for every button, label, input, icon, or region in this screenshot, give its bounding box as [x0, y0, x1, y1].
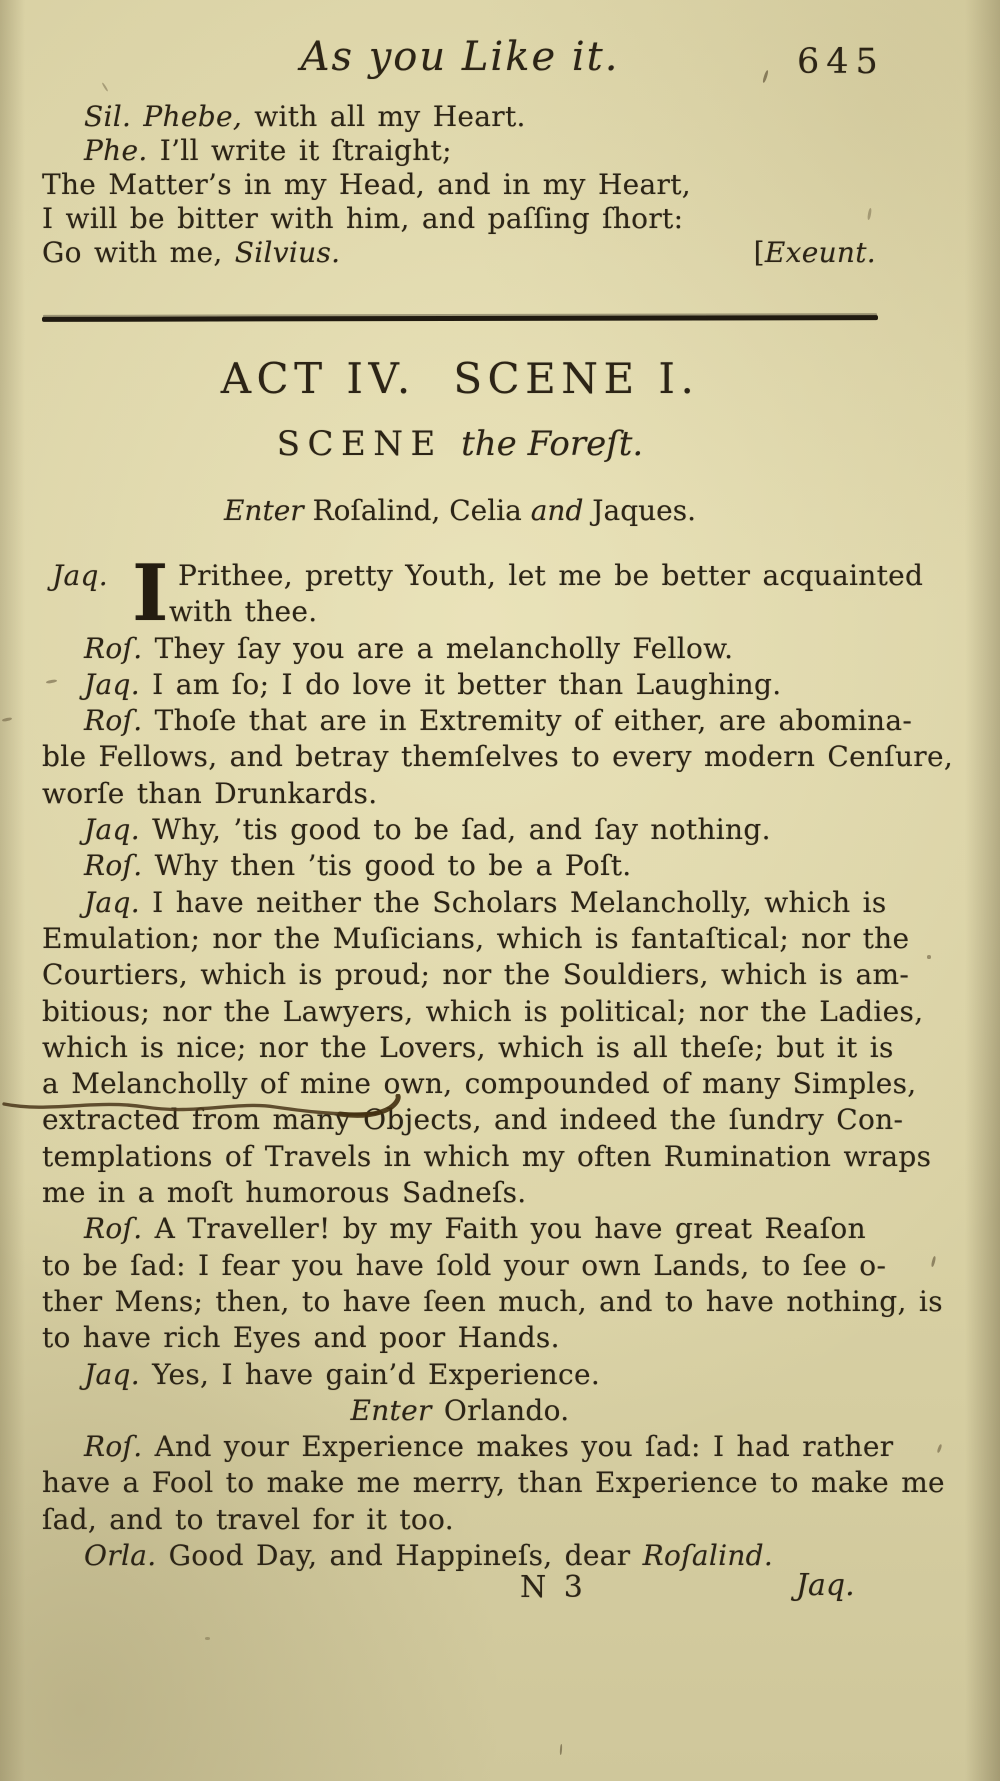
text-line	[42, 631, 878, 667]
roman-text: [	[753, 236, 765, 269]
roman-text: Prithee, pretty Youth, let me be better acquainted	[178, 559, 924, 592]
text-line	[42, 1502, 878, 1538]
ink-speck	[927, 955, 931, 959]
roman-text: have a Fool to make me merry, than Experience to make me	[42, 1466, 945, 1500]
roman-text: Orlando.	[443, 1393, 570, 1427]
text-line	[42, 848, 878, 884]
scene-heading-label: SCENE	[276, 424, 462, 464]
stage-direction-exeunt	[754, 236, 876, 270]
roman-text: ble Fellows, and betray themſelves to every modern Cenſure,	[42, 740, 954, 774]
italic-text: Roſ.	[84, 849, 143, 883]
italic-text: Sil. Phebe,	[84, 100, 243, 133]
roman-text: worſe than Drunkards.	[42, 776, 378, 810]
roman-text: ſad, and to travel for it too.	[42, 1502, 454, 1536]
text-line	[42, 100, 878, 134]
roman-text: Go with me,	[42, 236, 235, 269]
text-line	[42, 885, 887, 921]
italic-text: Phe.	[84, 134, 148, 167]
roman-text: Why, ’tis good to be ſad, and ſay nothing.	[139, 813, 771, 847]
roman-text: to have rich Eyes and poor Hands.	[42, 1321, 560, 1355]
text-line	[42, 703, 913, 739]
text-line	[42, 1429, 894, 1465]
italic-text: Roſ.	[84, 1212, 143, 1246]
roman-text: Courtiers, which is proud; nor the Souldiers, which is am-	[42, 958, 910, 992]
roman-text: I’ll write it ſtraight;	[147, 134, 452, 167]
italic-text: Roſ.	[84, 1430, 143, 1464]
roman-text: bitious; nor the Lawyers, which is political; nor the Ladies,	[42, 994, 924, 1028]
ink-speck	[205, 1637, 210, 1640]
text-line	[42, 957, 910, 993]
roman-text: Jaques.	[583, 494, 697, 527]
stage-direction-entrance	[42, 494, 878, 527]
text-line	[42, 1102, 904, 1138]
section-rule	[42, 315, 878, 322]
text-line	[42, 739, 954, 775]
roman-text: I will be bitter with him, and paſſing ſhort:	[42, 202, 684, 235]
roman-text: a Melancholly of mine own, compounded of many Simples,	[42, 1067, 917, 1101]
italic-text: Jaq.	[84, 813, 140, 847]
roman-text: Roſalind, Celia	[312, 494, 531, 527]
ink-speck	[937, 1444, 943, 1453]
italic-text: Enter	[223, 494, 313, 527]
text-line	[42, 921, 910, 957]
roman-text: Why then ’tis good to be a Poſt.	[142, 849, 632, 883]
roman-text: The Matter’s in my Head, and in my Heart,	[42, 168, 691, 201]
italic-text: Jaq.	[84, 885, 140, 919]
roman-text: me in a moſt humorous Sadneſs.	[42, 1176, 527, 1210]
speech-prefix: Jaq.	[52, 559, 108, 592]
text-line	[42, 1320, 878, 1356]
text-line	[42, 1357, 878, 1393]
italic-text: and	[530, 494, 584, 527]
ink-speck	[931, 1256, 937, 1267]
scene-heading	[42, 424, 878, 464]
italic-text: Jaq.	[84, 1357, 140, 1391]
text-line	[42, 812, 878, 848]
italic-text: Roſ.	[84, 704, 143, 738]
text-line	[42, 994, 924, 1030]
ink-speck	[2, 717, 12, 722]
page-number: 645	[797, 42, 885, 82]
text-line	[42, 1284, 943, 1320]
running-title: As you Like it.	[300, 34, 620, 80]
text-line	[42, 236, 878, 270]
roman-text: Good Day, and Happineſs, dear	[156, 1539, 643, 1573]
roman-text: And your Experience makes you ſad: I had rather	[142, 1430, 894, 1464]
text-line	[42, 1393, 878, 1429]
drop-cap-initial: I	[132, 548, 169, 639]
text-line	[42, 776, 878, 812]
text-line	[42, 1248, 887, 1284]
roman-text: Yes, I have gain’d Experience.	[139, 1357, 601, 1391]
roman-text: with thee.	[169, 595, 318, 629]
text-line	[42, 1139, 932, 1175]
ink-speck	[102, 82, 109, 92]
italic-text: Jaq.	[84, 667, 140, 701]
text-line	[42, 1030, 894, 1066]
catchword: Jaq.	[796, 1568, 855, 1603]
roman-text: I am ſo; I do love it better than Laughing.	[139, 667, 782, 701]
roman-text: Thoſe that are in Extremity of either, are abomina-	[142, 704, 913, 738]
gathering-mark: N 3	[520, 1570, 587, 1605]
act-scene-heading: ACT IV. SCENE I.	[220, 354, 700, 403]
roman-text: templations of Travels in which my often Rumination wraps	[42, 1139, 932, 1173]
roman-text: which is nice; nor the Lovers, which is all theſe; but it is	[42, 1030, 894, 1064]
text-line	[42, 1465, 945, 1501]
text-line	[42, 202, 878, 236]
closing-speeches-block	[42, 100, 878, 270]
roman-text: A Traveller! by my Faith you have great Reaſon	[142, 1212, 866, 1246]
roman-text: I have neither the Scholars Melancholly, which is	[139, 885, 887, 919]
roman-text: Emulation; nor the Muſicians, which is fantaſtical; nor the	[42, 921, 910, 955]
roman-text: They ſay you are a melancholly Fellow.	[142, 631, 734, 665]
dialogue-block	[42, 548, 954, 1574]
text-line	[42, 168, 878, 202]
text-line	[42, 134, 878, 168]
roman-text: extracted from many Objects, and indeed the ſundry Con-	[42, 1103, 904, 1137]
italic-text: Silvius.	[234, 236, 341, 269]
text-line	[42, 594, 878, 630]
signature-line	[0, 1568, 1000, 1608]
ink-speck	[560, 1744, 563, 1755]
italic-text: Orla.	[84, 1539, 157, 1573]
text-line	[42, 1066, 917, 1102]
text-line	[42, 667, 878, 703]
text-line	[42, 1175, 878, 1211]
roman-text: ther Mens; then, to have ſeen much, and to have nothing, is	[42, 1284, 943, 1318]
text-line	[42, 1211, 878, 1247]
roman-text: to be ſad: I fear you have ſold your own Lands, to ſee o-	[42, 1248, 887, 1282]
italic-text: Roſ.	[84, 631, 143, 665]
italic-text: Enter	[350, 1393, 444, 1427]
italic-text: Roſalind.	[642, 1539, 774, 1573]
scene-heading-place: the Foreſt.	[461, 424, 644, 464]
italic-text: Exeunt.	[764, 236, 876, 269]
roman-text: with all my Heart.	[242, 100, 526, 133]
